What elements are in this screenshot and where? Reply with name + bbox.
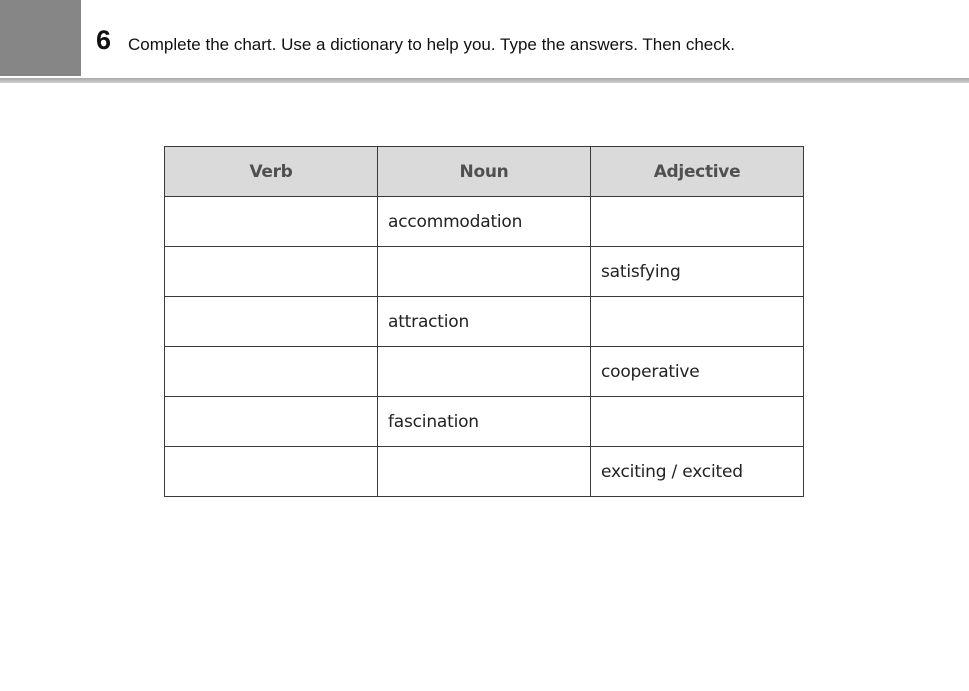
verb-answer-cell[interactable] — [165, 247, 378, 297]
exercise-instruction: Complete the chart. Use a dictionary to help you. Type the answers. Then check. — [128, 35, 735, 54]
table-row — [165, 347, 804, 397]
column-header-verb: Verb — [165, 147, 378, 197]
verb-answer-cell[interactable] — [165, 447, 378, 497]
table-row — [165, 197, 804, 247]
adjective-cell: satisfying — [591, 247, 804, 297]
verb-answer-cell[interactable] — [165, 397, 378, 447]
verb-answer-cell[interactable] — [165, 197, 378, 247]
noun-answer-cell[interactable] — [378, 347, 591, 397]
table-row — [165, 447, 804, 497]
verb-answer-cell[interactable] — [165, 347, 378, 397]
word-form-chart — [164, 146, 804, 497]
chart-header-row — [165, 147, 804, 197]
table-row — [165, 297, 804, 347]
noun-cell: attraction — [378, 297, 591, 347]
adjective-answer-cell[interactable] — [591, 197, 804, 247]
corner-block — [0, 0, 81, 76]
adjective-cell: exciting / excited — [591, 447, 804, 497]
noun-cell: accommodation — [378, 197, 591, 247]
column-header-noun: Noun — [378, 147, 591, 197]
noun-answer-cell[interactable] — [378, 247, 591, 297]
adjective-cell: cooperative — [591, 347, 804, 397]
table-row — [165, 397, 804, 447]
column-header-adjective: Adjective — [591, 147, 804, 197]
verb-answer-cell[interactable] — [165, 297, 378, 347]
exercise-number: 6 — [96, 25, 112, 55]
noun-answer-cell[interactable] — [378, 447, 591, 497]
table-row — [165, 247, 804, 297]
adjective-answer-cell[interactable] — [591, 297, 804, 347]
adjective-answer-cell[interactable] — [591, 397, 804, 447]
noun-cell: fascination — [378, 397, 591, 447]
header-divider — [0, 78, 969, 83]
